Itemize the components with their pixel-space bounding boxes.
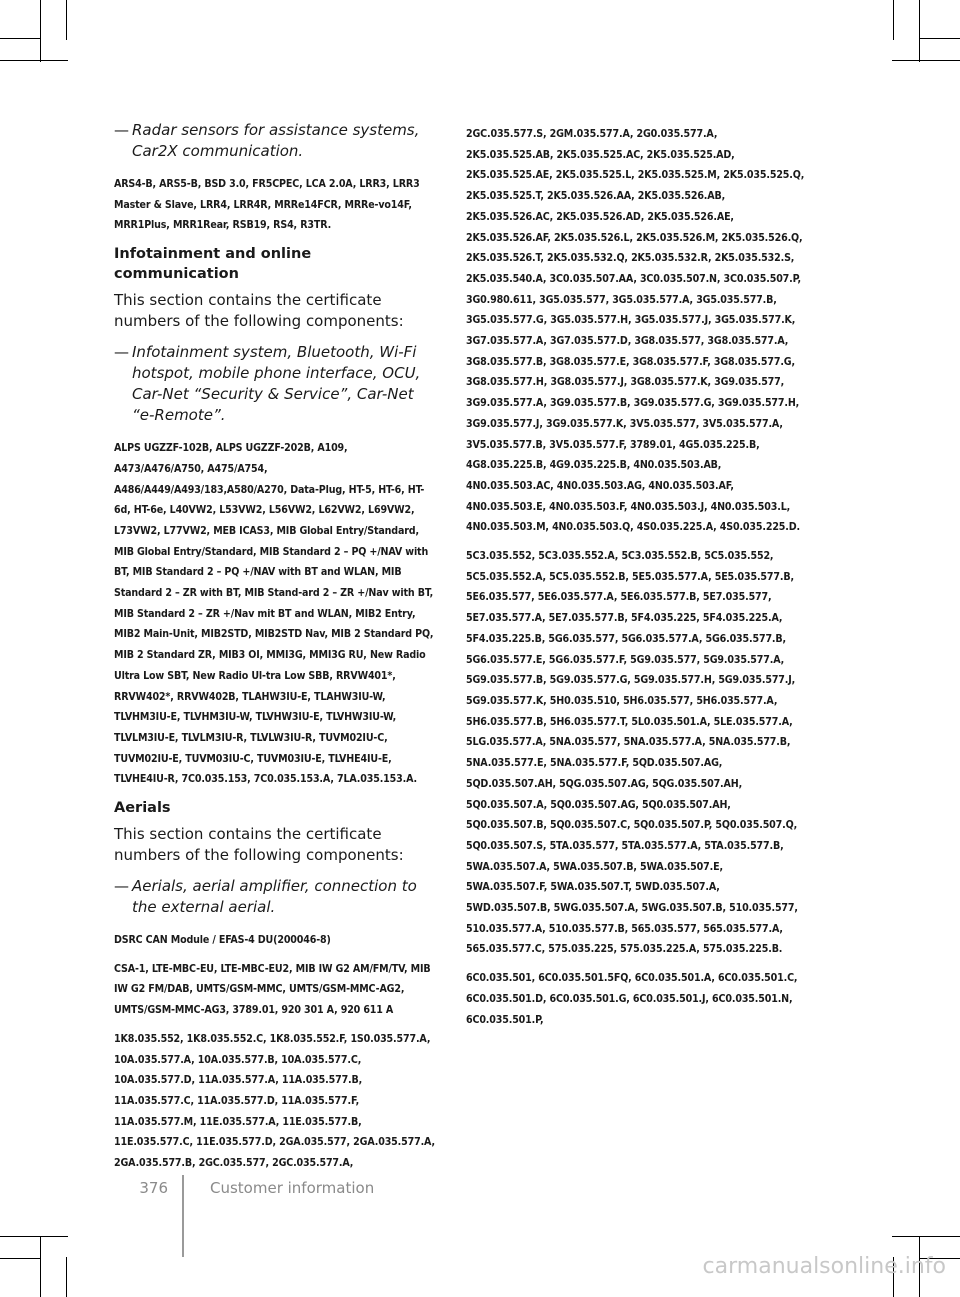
aerials-certificate-codes-3: 1K8.035.552, 1K8.035.552.C, 1K8.035.552.F, 1S0.035.577.A, 10A.035.577.A, 10A.035.577.B, 10A.035.577.C, 10A.035.577.D, 11A.035.577.A, 11A.035.577.B, 11A.035.577.C, 11A.035.577.D, 11A.035.577.F, 11A.035.577.M, 11E.035.577.A, 11E.035.577.B, 11E.035.577.C, 11E.035.577.D, 2GA.035.577, 2GA.035.577.A, 2GA.035.577.B, 2GC.035.577, 2GC.035.577.A, [114,1032,435,1170]
aerials-bullet-text: Aerials, aerial amplifier, connection to the external aerial. [132,877,417,917]
right-certificate-codes-3: 6C0.035.501, 6C0.035.501.5FQ, 6C0.035.501.A, 6C0.035.501.C, 6C0.035.501.D, 6C0.035.501.G, 6C0.035.501.J, 6C0.035.501.N, 6C0.035.501.P, [466,972,798,1026]
right-column [466,124,806,1038]
infotainment-intro: This section contains the certificate numbers of the following components: [114,291,404,331]
bullet-dash: — [114,343,129,362]
right-certificate-codes-1: 2GC.035.577.S, 2GM.035.577.A, 2G0.035.577.A, 2K5.035.525.AB, 2K5.035.525.AC, 2K5.035.525.AD, 2K5.035.525.AE, 2K5.035.525.L, 2K5.035.525.M, 2K5.035.525.Q, 2K5.035.525.T, 2K5.035.526.AA, 2K5.035.526.AB, 2K5.035.526.AC, 2K5.035.526.AD, 2K5.035.526.AE, 2K5.035.526.AF, 2K5.035.526.L, 2K5.035.526.M, 2K5.035.526.Q, 2K5.035.526.T, 2K5.035.532.Q, 2K5.035.532.R, 2K5.035.532.S, 2K5.035.540.A, 3C0.035.507.AA, 3C0.035.507.N, 3C0.035.507.P, 3G0.980.611, 3G5.035.577, 3G5.035.577.A, 3G5.035.577.B, 3G5.035.577.G, 3G5.035.577.H, 3G5.035.577.J, 3G5.035.577.K, 3G7.035.577.A, 3G7.035.577.D, 3G8.035.577, 3G8.035.577.A, 3G8.035.577.B, 3G8.035.577.E, 3G8.035.577.F, 3G8.035.577.G, 3G8.035.577.H, 3G8.035.577.J, 3G8.035.577.K, 3G9.035.577, 3G9.035.577.A, 3G9.035.577.B, 3G9.035.577.G, 3G9.035.577.H, 3G9.035.577.J, 3G9.035.577.K, 3V5.035.577, 3V5.035.577.A, 3V5.035.577.B, 3V5.035.577.F, 3789.01, 4G5.035.225.B, 4G8.035.225.B, 4G9.035.225.B, 4N0.035.503.AB, 4N0.035.503.AC, 4N0.035.503.AG, 4N0.035.503.AF, 4N0.035.503.E, 4N0.035.503.F, 4N0.035.503.J, 4N0.035.503.L, 4N0.035.503.M, 4N0.035.503.Q, 4S0.035.225.A, 4S0.035.225.D. [466,128,805,534]
infotainment-certificate-codes: ALPS UGZZF-102B, ALPS UGZZF-202B, A109, A473/A476/A750, A475/A754, A486/A449/A493/183,A580/A270, Data-Plug, HT-5, HT-6, HT-6d, HT-6e, L40VW2, L53VW2, L56VW2, L62VW2, L69VW2, L73VW2, L77VW2, MEB ICAS3, MIB Global Entry/Standard, MIB Global Entry/Standard, MIB Standard 2 – PQ +/NAV with BT, MIB Standard 2 – PQ +/NAV with BT and WLAN, MIB Standard 2 – ZR with BT, MIB Stand-ard 2 – ZR +/Nav with BT, MIB Standard 2 – ZR +/Nav mit BT and WLAN, MIB2 Entry, MIB2 Main-Unit, MIB2STD, MIB2STD Nav, MIB 2 Standard PQ, MIB 2 Standard ZR, MIB3 OI, MMI3G, MMI3G RU, New Radio Ultra Low SBT, New Radio Ul-tra Low SBB, RRVW401*, RRVW402*, RRVW402B, TLAHW3IU-E, TLAHW3IU-W, TLVHM3IU-E, TLVHM3IU-W, TLVHW3IU-E, TLVHW3IU-W, TLVLM3IU-E, TLVLM3IU-R, TLVLW3IU-R, TUVM02IU-C, TUVM02IU-E, TUVM03IU-C, TUVM03IU-E, TLVHE4IU-E, TLVHE4IU-R, 7C0.035.153, 7C0.035.153.A, 7LA.035.153.A. [114,442,434,786]
aerials-certificate-codes-1: DSRC CAN Module / EFAS-4 DU(200046-8) [114,934,331,947]
crop-mark-top-left-v2 [66,0,67,40]
crop-mark-top-right-h2 [920,38,960,39]
radar-certificate-codes: ARS4-B, ARS5-B, BSD 3.0, FR5CPEC, LCA 2.0A, LRR3, LRR3 Master & Slave, LRR4, LRR4R, MRRe14FCR, MRRe-vo14F, MRR1Plus, MRR1Rear, RSB19, RS4, R3TR. [114,178,420,232]
right-certificate-codes-2: 5C3.035.552, 5C3.035.552.A, 5C3.035.552.B, 5C5.035.552, 5C5.035.552.A, 5C5.035.552.B, 5E5.035.577.A, 5E5.035.577.B, 5E6.035.577, 5E6.035.577.A, 5E6.035.577.B, 5E7.035.577, 5E7.035.577.A, 5E7.035.577.B, 5F4.035.225, 5F4.035.225.A, 5F4.035.225.B, 5G6.035.577, 5G6.035.577.A, 5G6.035.577.B, 5G6.035.577.E, 5G6.035.577.F, 5G9.035.577, 5G9.035.577.A, 5G9.035.577.B, 5G9.035.577.G, 5G9.035.577.H, 5G9.035.577.J, 5G9.035.577.K, 5H0.035.510, 5H6.035.577, 5H6.035.577.A, 5H6.035.577.B, 5H6.035.577.T, 5L0.035.501.A, 5LE.035.577.A, 5LG.035.577.A, 5NA.035.577, 5NA.035.577.A, 5NA.035.577.B, 5NA.035.577.E, 5NA.035.577.F, 5QD.035.507.AG, 5QD.035.507.AH, 5QG.035.507.AG, 5QG.035.507.AH, 5Q0.035.507.A, 5Q0.035.507.AG, 5Q0.035.507.AH, 5Q0.035.507.B, 5Q0.035.507.C, 5Q0.035.507.P, 5Q0.035.507.Q, 5Q0.035.507.S, 5TA.035.577, 5TA.035.577.A, 5TA.035.577.B, 5WA.035.507.A, 5WA.035.507.B, 5WA.035.507.E, 5WA.035.507.F, 5WA.035.507.T, 5WD.035.507.A, 5WD.035.507.B, 5WG.035.507.A, 5WG.035.507.B, 510.035.577, 510.035.577.A, 510.035.577.B, 565.035.577, 565.035.577.A, 565.035.577.C, 575.035.225, 575.035.225.A, 575.035.225.B. [466,550,798,956]
aerials-heading: Aerials [114,800,171,817]
section-name: Customer information [210,1179,375,1197]
infotainment-bullet [114,342,438,426]
crop-mark-top-left-h [0,60,68,61]
crop-mark-top-right-v [919,0,920,62]
aerials-certificate-codes-2: CSA-1, LTE-MBC-EU, LTE-MBC-EU2, MIB IW G2 AM/FM/TV, MIB IW G2 FM/DAB, UMTS/GSM-MMC, UMTS/GSM-MMC-AG2, UMTS/GSM-MMC-AG3, 3789.01, 920 301 A, 920 611 A [114,962,431,1017]
crop-mark-top-right-h [892,60,960,61]
page-footer [0,1175,960,1265]
page-number: 376 [139,1179,168,1197]
crop-mark-top-right-v2 [893,0,894,40]
footer-divider [182,1175,184,1257]
radar-bullet-text: Radar sensors for assistance systems, Car2X communication. [132,121,420,160]
watermark: carmanualsonline.info [702,1254,946,1279]
crop-mark-top-left-h2 [0,38,40,39]
bullet-dash: — [114,121,129,139]
left-column [114,120,438,1182]
aerials-intro: This section contains the certificate numbers of the following components: [114,825,404,865]
aerials-bullet [114,876,438,918]
crop-mark-top-left-v [40,0,41,62]
infotainment-bullet-text: Infotainment system, Bluetooth, Wi-Fi hotspot, mobile phone interface, OCU, Car-Net “Security & Service”, Car-Net “e-Remote”. [132,343,421,425]
bullet-dash: — [114,877,129,896]
radar-bullet [114,120,438,162]
infotainment-heading: Infotainment and online communication [114,246,312,283]
